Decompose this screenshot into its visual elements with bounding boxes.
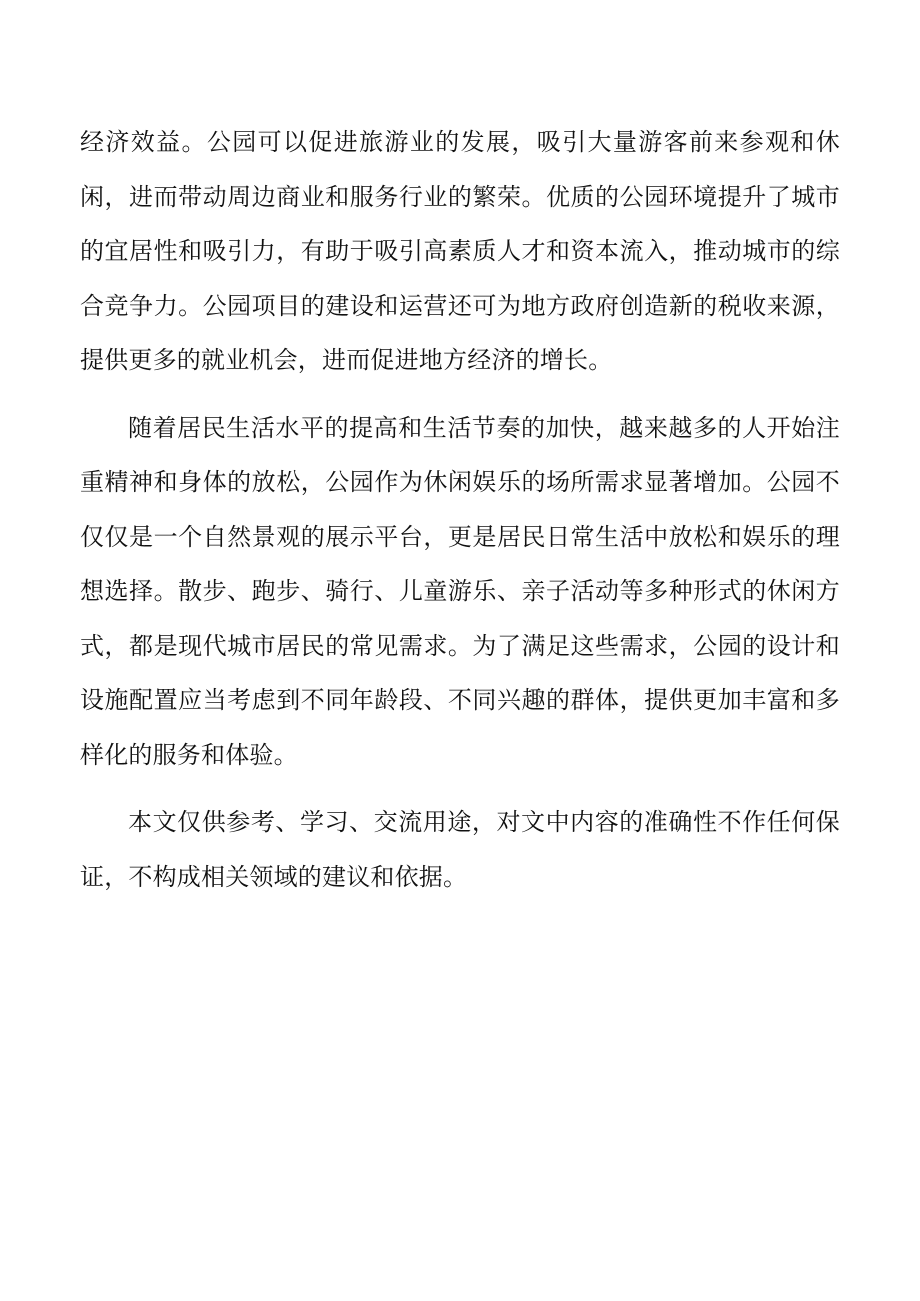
paragraph-economic-benefits: 经济效益。公园可以促进旅游业的发展，吸引大量游客前来参观和休闲，进而带动周边商业和服务行业的繁荣。优质的公园环境提升了城市的宜居性和吸引力，有助于吸引高素质人才和资本流入，推动城市的综合竞争力。公园项目的建设和运营还可为地方政府创造新的税收来源，提供更多的就业机会，进而促进地方经济的增长。 [80, 128, 840, 374]
paragraph-gap [80, 782, 840, 795]
document-body [80, 115, 840, 904]
paragraph-gap [80, 388, 840, 401]
paragraph-disclaimer: 本文仅供参考、学习、交流用途，对文中内容的准确性不作任何保证，不构成相关领域的建议和依据。 [80, 808, 840, 891]
paragraph-leisure-demand: 随着居民生活水平的提高和生活节奏的加快，越来越多的人开始注重精神和身体的放松，公园作为休闲娱乐的场所需求显著增加。公园不仅仅是一个自然景观的展示平台，更是居民日常生活中放松和娱乐的理想选择。散步、跑步、骑行、儿童游乐、亲子活动等多种形式的休闲方式，都是现代城市居民的常见需求。为了满足这些需求，公园的设计和设施配置应当考虑到不同年龄段、不同兴趣的群体，提供更加丰富和多样化的服务和体验。 [80, 413, 840, 769]
